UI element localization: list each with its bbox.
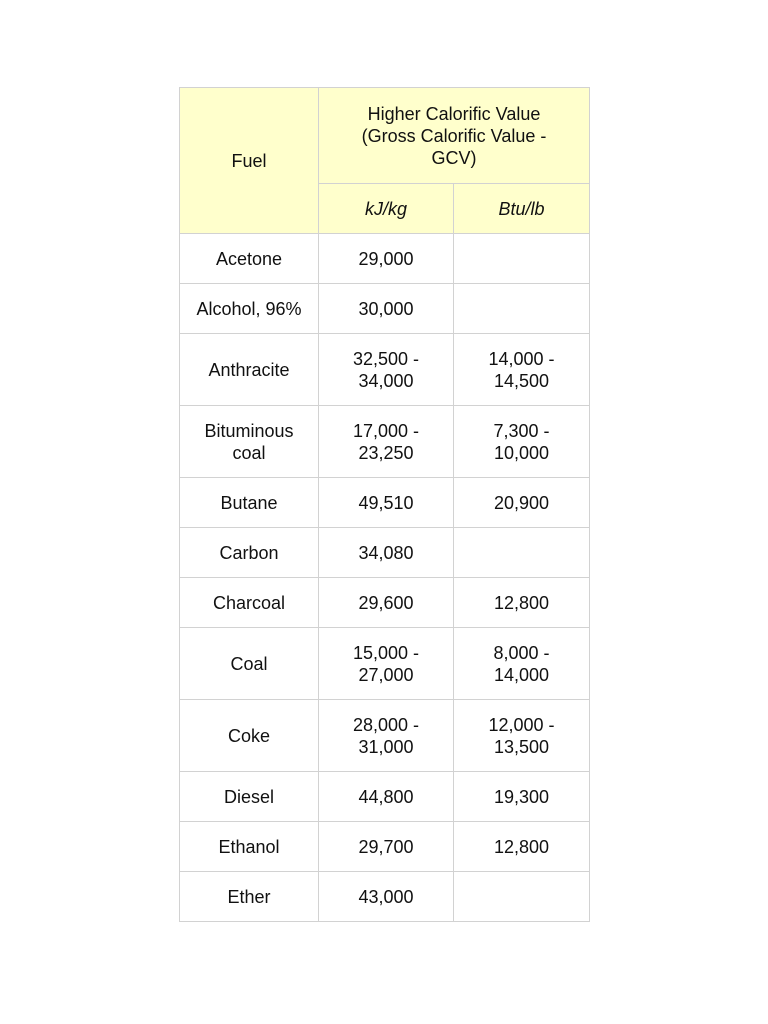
table-row — [180, 628, 590, 700]
btu-lb-cell — [454, 334, 590, 406]
fuel-cell — [180, 578, 319, 628]
kj-kg-value: 32,500 - 34,000 — [352, 348, 420, 391]
table-row — [180, 528, 590, 578]
kj-kg-value: 15,000 - 27,000 — [352, 642, 420, 685]
kj-kg-value: 49,510 — [358, 492, 414, 513]
kj-kg-value: 44,800 — [358, 786, 414, 807]
fuel-name: Ethanol — [218, 836, 280, 857]
header-calorific-value — [319, 88, 590, 184]
fuel-cell — [180, 334, 319, 406]
fuel-cell — [180, 700, 319, 772]
table-row — [180, 872, 590, 922]
fuel-cell — [180, 872, 319, 922]
fuel-name: Butane — [220, 492, 278, 513]
kj-kg-cell — [319, 772, 454, 822]
btu-lb-cell — [454, 628, 590, 700]
fuel-name: Charcoal — [212, 592, 286, 613]
fuel-cell — [180, 284, 319, 334]
btu-lb-cell — [454, 822, 590, 872]
btu-lb-cell — [454, 700, 590, 772]
btu-lb-value: 8,000 - 14,000 — [493, 642, 550, 685]
table-row — [180, 234, 590, 284]
fuel-name: Alcohol, 96% — [196, 298, 302, 319]
kj-kg-cell — [319, 872, 454, 922]
kj-kg-value: 17,000 - 23,250 — [352, 420, 420, 463]
fuel-cell — [180, 478, 319, 528]
btu-lb-value: 14,000 - 14,500 — [488, 348, 555, 391]
btu-lb-cell — [454, 872, 590, 922]
table-row — [180, 578, 590, 628]
fuel-name: Coke — [227, 725, 271, 746]
fuel-cell — [180, 406, 319, 478]
kj-kg-value: 29,000 — [358, 248, 414, 269]
table-row — [180, 700, 590, 772]
btu-lb-value: 12,000 - 13,500 — [488, 714, 555, 757]
kj-kg-value: 29,600 — [358, 592, 414, 613]
btu-lb-value: 19,300 — [493, 786, 550, 807]
kj-kg-cell — [319, 284, 454, 334]
table-row — [180, 284, 590, 334]
fuel-cell — [180, 628, 319, 700]
kj-kg-cell — [319, 822, 454, 872]
fuel-name: Carbon — [219, 542, 279, 563]
btu-lb-value: 12,800 — [493, 592, 550, 613]
kj-kg-cell — [319, 406, 454, 478]
btu-lb-cell — [454, 478, 590, 528]
btu-lb-cell — [454, 578, 590, 628]
btu-lb-cell — [454, 234, 590, 284]
kj-kg-value: 43,000 — [358, 886, 414, 907]
fuel-calorific-table — [179, 87, 590, 922]
fuel-cell — [180, 234, 319, 284]
fuel-cell — [180, 528, 319, 578]
table-row — [180, 334, 590, 406]
fuel-name: Bituminous coal — [204, 420, 294, 463]
kj-kg-value: 34,080 — [358, 542, 414, 563]
btu-lb-value: 20,900 — [493, 492, 550, 513]
kj-kg-cell — [319, 578, 454, 628]
btu-lb-cell — [454, 406, 590, 478]
table-row — [180, 822, 590, 872]
fuel-name: Ether — [227, 886, 271, 907]
header-unit-kj-kg: kJ/kg — [319, 184, 454, 234]
fuel-cell — [180, 822, 319, 872]
kj-kg-cell — [319, 234, 454, 284]
fuel-name: Anthracite — [208, 359, 290, 380]
header-unit-btu-lb: Btu/lb — [454, 184, 590, 234]
kj-kg-value: 29,700 — [358, 836, 414, 857]
kj-kg-cell — [319, 700, 454, 772]
btu-lb-cell — [454, 284, 590, 334]
fuel-name: Coal — [230, 653, 268, 674]
btu-lb-cell — [454, 772, 590, 822]
btu-lb-value: 12,800 — [493, 836, 550, 857]
fuel-name: Acetone — [215, 248, 283, 269]
btu-lb-value: 7,300 - 10,000 — [493, 420, 550, 463]
table-row — [180, 406, 590, 478]
header-fuel: Fuel — [180, 88, 319, 234]
header-row-group — [180, 88, 590, 184]
kj-kg-value: 30,000 — [358, 298, 414, 319]
header-calorific-value-text: Higher Calorific Value (Gross Calorific Value - GCV) — [361, 103, 547, 168]
table-row — [180, 478, 590, 528]
kj-kg-cell — [319, 628, 454, 700]
fuel-name: Diesel — [223, 786, 275, 807]
btu-lb-cell — [454, 528, 590, 578]
kj-kg-cell — [319, 478, 454, 528]
kj-kg-cell — [319, 334, 454, 406]
table-row — [180, 772, 590, 822]
kj-kg-value: 28,000 - 31,000 — [352, 714, 420, 757]
kj-kg-cell — [319, 528, 454, 578]
fuel-cell — [180, 772, 319, 822]
